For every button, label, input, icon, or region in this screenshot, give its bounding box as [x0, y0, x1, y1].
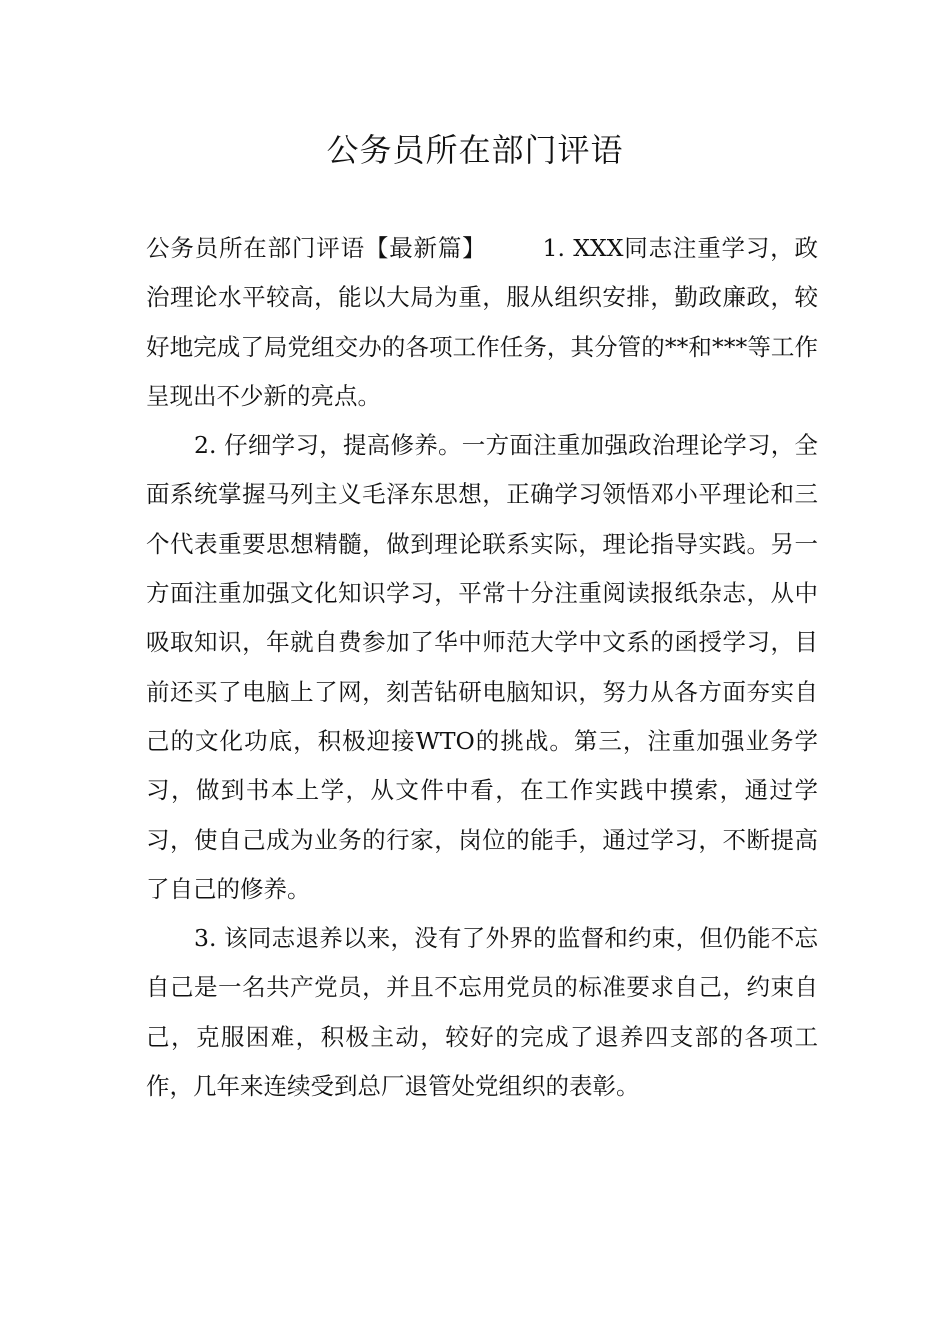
- paragraph-3: 3. 该同志退养以来，没有了外界的监督和约束，但仍能不忘自己是一名共产党员，并且不忘用党员的标准要求自己，约束自己，克服困难，积极主动，较好的完成了退养四支部的各项工作，几年来连续受到总厂退管处党组织的表彰。: [146, 924, 818, 1101]
- paragraph-2: 2. 仔细学习，提高修养。一方面注重加强政治理论学习，全面系统掌握马列主义毛泽东思想，正确学习领悟邓小平理论和三个代表重要思想精髓，做到理论联系实际，理论指导实践。另一方面注重加强文化知识学习，平常十分注重阅读报纸杂志，从中吸取知识，年就自费参加了华中师范大学中文系的函授学习，目前还买了电脑上了网，刻苦钻研电脑知识，努力从各方面夯实自己的文化功底，积极迎接WTO的挑战。第三，注重加强业务学习，做到书本上学，从文件中看，在工作实践中摸索，通过学习，使自己成为业务的行家，岗位的能手，通过学习，不断提高了自己的修养。: [146, 431, 818, 903]
- document-title: 公务员所在部门评语: [326, 131, 624, 169]
- intro-heading: 公务员所在部门评语【最新篇】: [146, 234, 487, 262]
- document-body: [146, 224, 818, 1111]
- intro-paragraph: [146, 224, 818, 421]
- paragraph-1: 1. XXX同志注重学习，政治理论水平较高，能以大局为重，服从组织安排，勤政廉政，较好地完成了局党组交办的各项工作任务，其分管的**和***等工作呈现出不少新的亮点。: [146, 234, 818, 410]
